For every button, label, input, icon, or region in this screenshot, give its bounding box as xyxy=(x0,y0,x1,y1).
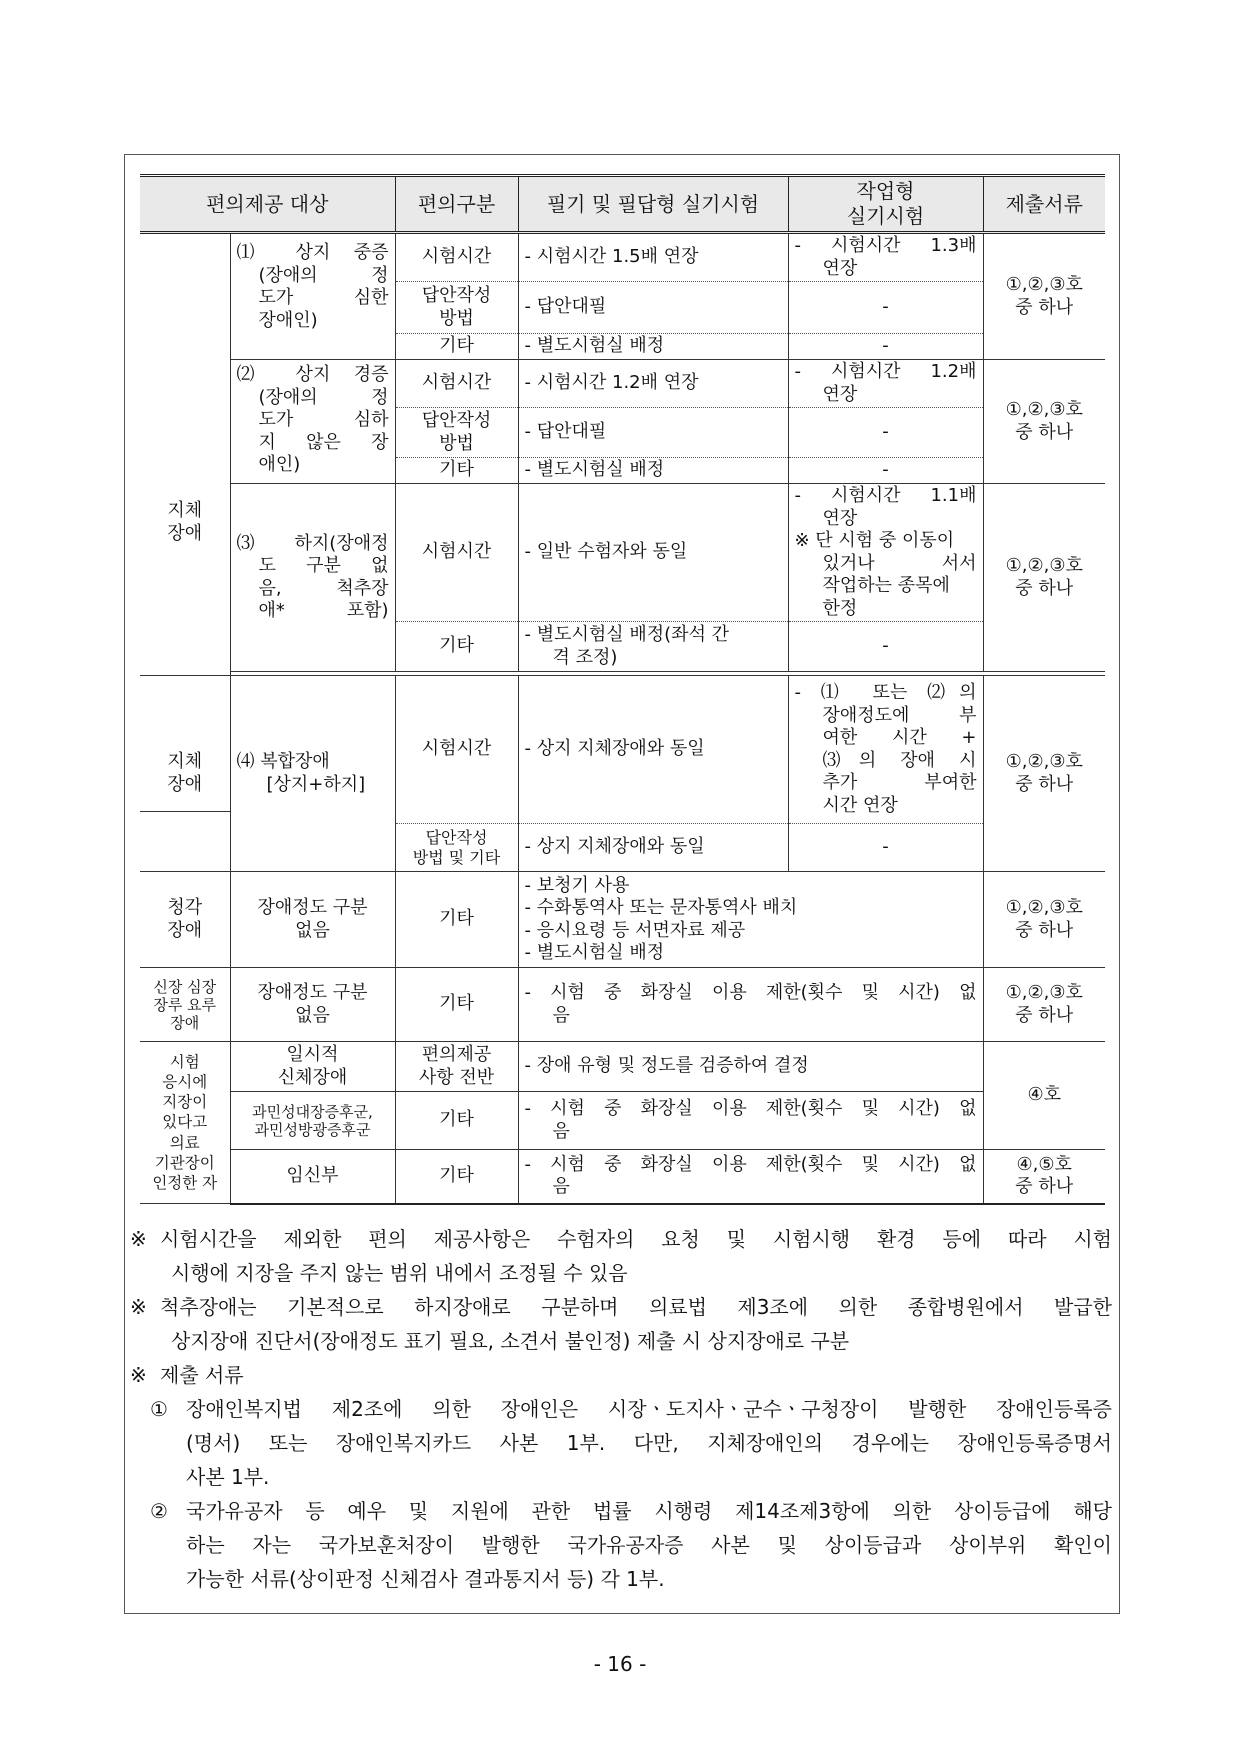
practical-value: - 시험시간 1.2배 연장 xyxy=(788,360,983,408)
cat-time: 시험시간 xyxy=(395,676,518,824)
label-temporary: 일시적 신체장애 xyxy=(230,1042,395,1092)
note-1-cont: 시행에 지장을 주지 않는 범위 내에서 조정될 수 있음 xyxy=(171,1261,628,1285)
written-value: - 시험시간 1.2배 연장 xyxy=(518,360,788,408)
docs-s1: ①,②,③호 중 하나 xyxy=(983,233,1105,360)
organ-item: - 시험 중 화장실 이용 제한(횟수 및 시간) 없 음 xyxy=(518,968,983,1042)
practical-value: - xyxy=(788,824,983,872)
docs-s2: ①,②,③호 중 하나 xyxy=(983,360,1105,484)
cat-time: 시험시간 xyxy=(395,484,518,622)
practical-value: - xyxy=(788,282,983,334)
cat-etc: 기타 xyxy=(395,872,518,968)
notes-section xyxy=(130,1222,1112,1596)
docs-special-a: ④호 xyxy=(983,1042,1105,1150)
written-value: - 별도시험실 배정 xyxy=(518,458,788,484)
docs-special-b: ④,⑤호 중 하나 xyxy=(983,1150,1105,1204)
practical-value: - xyxy=(788,458,983,484)
cat-all: 편의제공 사항 전반 xyxy=(395,1042,518,1092)
note-2: ※ 척추장애는 기본적으로 하지장애로 구분하며 의료법 제3조에 의한 종합병원에서 발급한 xyxy=(130,1295,1112,1319)
group-physical-1: 지체 장애 xyxy=(140,233,230,812)
group-hearing: 청각 장애 xyxy=(140,872,230,968)
practical-value: - ⑴ 또는 ⑵의 장애정도에 부 여한 시간 + ⑶의 장애 시 추가 부여한 시간 연장 xyxy=(788,676,983,824)
label-hearing: 장애정도 구분 없음 xyxy=(230,872,395,968)
table-row xyxy=(140,1042,1105,1092)
header-target: 편의제공 대상 xyxy=(140,176,395,233)
label-s4: ⑷ 복합장애 [상지+하지] xyxy=(230,676,395,872)
written-value: - 답안대필 xyxy=(518,282,788,334)
group-organ: 신장 심장 장루 요루 장애 xyxy=(140,968,230,1042)
header-practical: 작업형 실기시험 xyxy=(788,176,983,233)
cat-answer: 답안작성 방법 및 기타 xyxy=(395,824,518,872)
table-row xyxy=(140,968,1105,1042)
practical-value: - xyxy=(788,334,983,360)
doc-item-2: ② 국가유공자 등 예우 및 지원에 관한 법률 시행령 제14조제3항에 의한 상이등급에 해당 xyxy=(150,1499,1112,1523)
cat-etc: 기타 xyxy=(395,622,518,672)
header-written: 필기 및 필답형 실기시험 xyxy=(518,176,788,233)
cat-answer: 답안작성 방법 xyxy=(395,408,518,458)
docs-s3: ①,②,③호 중 하나 xyxy=(983,484,1105,672)
written-value: - 일반 수험자와 동일 xyxy=(518,484,788,622)
table-header-row xyxy=(140,176,1105,233)
written-value: - 별도시험실 배정 xyxy=(518,334,788,360)
page-number: - 16 - xyxy=(593,1652,647,1676)
docs-organ: ①,②,③호 중 하나 xyxy=(983,968,1105,1042)
ibs-item: - 시험 중 화장실 이용 제한(횟수 및 시간) 없 음 xyxy=(518,1092,983,1150)
written-value: - 답안대필 xyxy=(518,408,788,458)
note-2-cont: 상지장애 진단서(장애정도 표기 필요, 소견서 불인정) 제출 시 상지장애로 구분 xyxy=(171,1329,850,1353)
cat-etc: 기타 xyxy=(395,968,518,1042)
label-pregnant: 임신부 xyxy=(230,1150,395,1204)
label-s2: ⑵ 상지 경증 (장애의 정 도가 심하 지 않은 장 애인) xyxy=(230,360,395,484)
doc-item-1-cont: (명서) 또는 장애인복지카드 사본 1부. 다만, 지체장애인의 경우에는 장애인등록증명서 xyxy=(186,1431,1112,1455)
hearing-items: - 보청기 사용 - 수화통역사 또는 문자통역사 배치 - 응시요령 등 서면자료 제공 - 별도시험실 배정 xyxy=(518,872,983,968)
doc-item-1: ① 장애인복지법 제2조에 의한 장애인은 시장ㆍ도지사ㆍ군수ㆍ구청장이 발행한 장애인등록증 xyxy=(150,1397,1112,1421)
table-row xyxy=(140,360,1105,408)
cat-etc: 기타 xyxy=(395,458,518,484)
label-s1: ⑴ 상지 중증 (장애의 정 도가 심한 장애인) xyxy=(230,233,395,360)
label-organ: 장애정도 구분 없음 xyxy=(230,968,395,1042)
cat-etc: 기타 xyxy=(395,1150,518,1204)
written-value: - 상지 지체장애와 동일 xyxy=(518,676,788,824)
practical-value: - xyxy=(788,408,983,458)
written-value: - 별도시험실 배정(좌석 간 격 조정) xyxy=(518,622,788,672)
doc-item-2-cont2: 가능한 서류(상이판정 신체검사 결과통지서 등) 각 1부. xyxy=(186,1567,665,1591)
table-row xyxy=(140,1092,1105,1150)
table-row xyxy=(140,484,1105,622)
doc-item-1-cont2: 사본 1부. xyxy=(186,1465,270,1489)
group-physical-2: 지체 장애 xyxy=(140,676,230,872)
cat-etc: 기타 xyxy=(395,334,518,360)
table-row xyxy=(140,1150,1105,1204)
docs-hearing: ①,②,③호 중 하나 xyxy=(983,872,1105,968)
cat-time: 시험시간 xyxy=(395,233,518,282)
cat-time: 시험시간 xyxy=(395,360,518,408)
table-row xyxy=(140,872,1105,968)
note-3: ※ 제출 서류 xyxy=(130,1363,244,1387)
cat-answer: 답안작성 방법 xyxy=(395,282,518,334)
doc-item-2-cont: 하는 자는 국가보훈처장이 발행한 국가유공자증 사본 및 상이등급과 상이부위 확인이 xyxy=(186,1533,1112,1557)
cat-etc: 기타 xyxy=(395,1092,518,1150)
practical-value: - 시험시간 1.1배 연장 ※ 단 시험 중 이동이 있거나 서서 작업하는 종목에 한정 xyxy=(788,484,983,622)
written-value: - 상지 지체장애와 동일 xyxy=(518,824,788,872)
docs-s4: ①,②,③호 중 하나 xyxy=(983,676,1105,872)
accommodation-table-part2 xyxy=(140,675,1105,1205)
table-row xyxy=(140,676,1105,824)
table-row xyxy=(140,233,1105,282)
label-ibs: 과민성대장증후군, 과민성방광증후군 xyxy=(230,1092,395,1150)
temporary-item: - 장애 유형 및 정도를 검증하여 결정 xyxy=(518,1042,983,1092)
header-category: 편의구분 xyxy=(395,176,518,233)
practical-value: - xyxy=(788,622,983,672)
note-1: ※ 시험시간을 제외한 편의 제공사항은 수험자의 요청 및 시험시행 환경 등에 따라 시험 xyxy=(130,1227,1112,1251)
label-s3: ⑶ 하지(장애정 도 구분 없 음, 척추장 애* 포함) xyxy=(230,484,395,672)
header-docs: 제출서류 xyxy=(983,176,1105,233)
practical-value: - 시험시간 1.3배 연장 xyxy=(788,233,983,282)
group-special: 시험 응시에 지장이 있다고 의료 기관장이 인정한 자 xyxy=(140,1042,230,1204)
pregnant-item: - 시험 중 화장실 이용 제한(횟수 및 시간) 없 음 xyxy=(518,1150,983,1204)
written-value: - 시험시간 1.5배 연장 xyxy=(518,233,788,282)
